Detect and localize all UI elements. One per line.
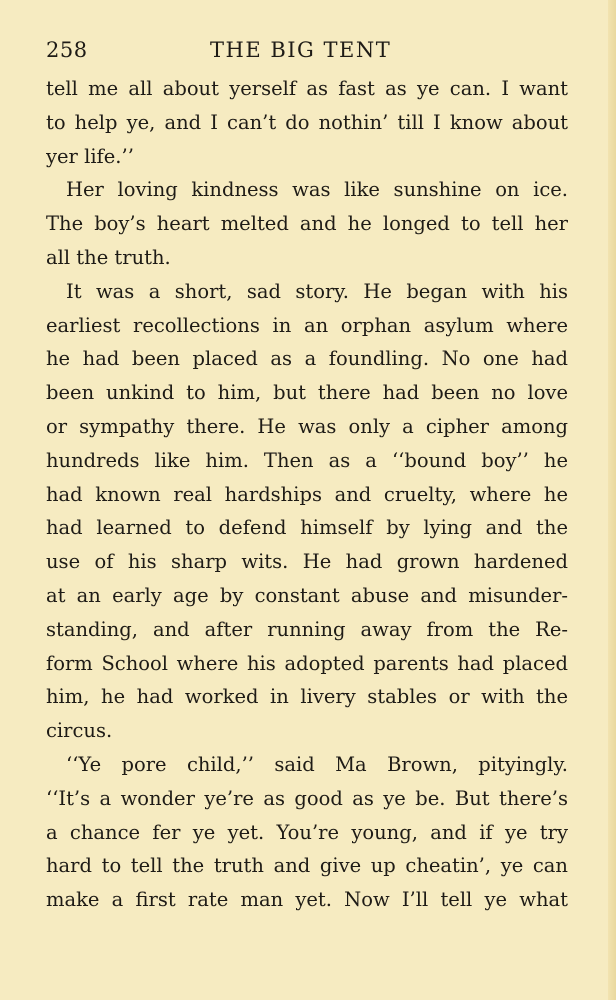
text-line: hundreds like him. Then as a ‘‘bound boy’’ he xyxy=(46,448,568,472)
text-line: It was a short, sad story. He began with his xyxy=(66,279,568,303)
page-number: 258 xyxy=(46,38,88,62)
text-line: standing, and after running away from the Re- xyxy=(46,617,568,641)
text-line: to help ye, and I can’t do nothin’ till I know about xyxy=(46,110,568,134)
text-line: him, he had worked in livery stables or with the xyxy=(46,685,568,709)
text-line: or sympathy there. He was only a cipher among xyxy=(46,414,568,438)
page-header xyxy=(46,38,568,66)
text-line: all the truth. xyxy=(46,245,171,269)
text-line: circus. xyxy=(46,719,113,743)
text-line: earliest recollections in an orphan asylum where xyxy=(46,313,568,337)
text-line: been unkind to him, but there had been no love xyxy=(46,381,568,405)
text-line: tell me all about yerself as fast as ye can. I want xyxy=(46,77,568,100)
text-line: yer life.’’ xyxy=(46,144,134,168)
text-line: he had been placed as a foundling. No one had xyxy=(46,347,568,371)
text-line: The boy’s heart melted and he longed to tell her xyxy=(46,212,568,236)
text-line: ‘‘Ye pore child,’’ said Ma Brown, pityingly. xyxy=(66,752,568,776)
text-line: had learned to defend himself by lying and the xyxy=(46,516,568,540)
page-edge xyxy=(608,0,616,1000)
text-line: use of his sharp wits. He had grown hardened xyxy=(46,550,568,574)
text-line: make a first rate man yet. Now I’ll tell ye what xyxy=(46,888,568,912)
running-title: THE BIG TENT xyxy=(210,38,392,62)
text-line: form School where his adopted parents had placed xyxy=(46,651,568,675)
text-line: Her loving kindness was like sunshine on ice. xyxy=(66,178,568,202)
text-line: ‘‘It’s a wonder ye’re as good as ye be. But there’s xyxy=(46,786,568,810)
text-line: a chance fer ye yet. You’re young, and if ye try xyxy=(46,820,568,844)
text-line: had known real hardships and cruelty, where he xyxy=(46,482,568,506)
text-line: hard to tell the truth and give up cheatin’, ye can xyxy=(46,854,568,878)
text-line: at an early age by constant abuse and misunder- xyxy=(46,583,568,607)
body-text xyxy=(46,72,568,917)
